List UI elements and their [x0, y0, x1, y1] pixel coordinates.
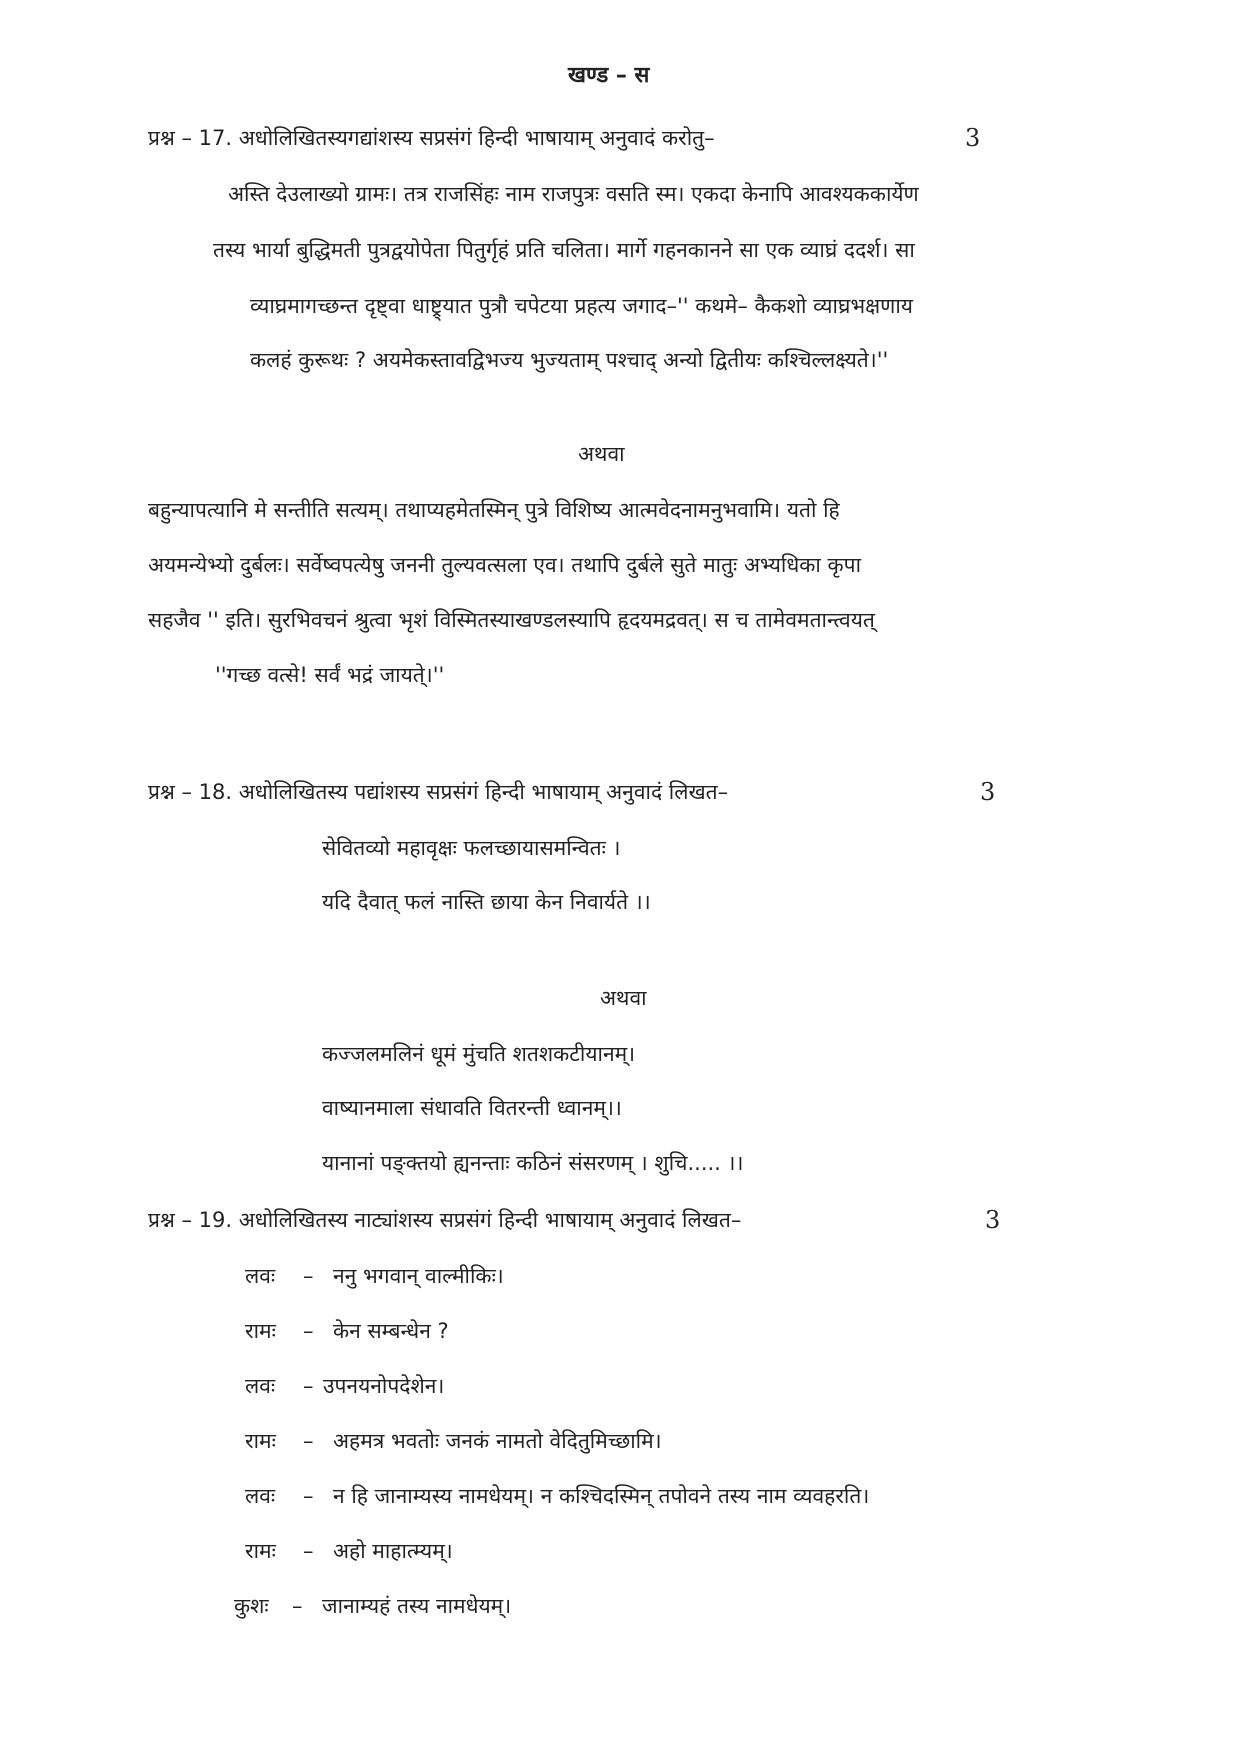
q18-or: अथवा: [600, 986, 647, 1010]
q18-heading: [148, 778, 728, 806]
dialogue-speaker: कुशः: [234, 1594, 269, 1618]
dialogue-dash: –: [303, 1539, 314, 1563]
dialogue-line: [234, 1592, 511, 1620]
dialogue-speaker: लवः: [245, 1484, 276, 1508]
q17-instruction: अधोलिखितस्यगद्यांशस्य सप्रसंगं हिन्दी भाषायाम् अनुवादं करोतु–: [238, 126, 715, 150]
dialogue-text: अहो माहात्म्यम्।: [333, 1539, 453, 1563]
dialogue-dash: –: [303, 1484, 314, 1508]
q17-alt-line: अयमन्येभ्यो दुर्बलः। सर्वेष्वपत्येषु जननी तुल्यवत्सला एव। तथापि दुर्बले सुते मातुः अभ्यधिका कृपा: [148, 553, 862, 577]
dialogue-text: ननु भगवान् वाल्मीकिः।: [333, 1264, 504, 1288]
dialogue-line: [245, 1372, 444, 1400]
q19-heading: [148, 1206, 741, 1234]
q17-alt-line: ''गच्छ वत्से! सर्वं भद्रं जायते्।'': [215, 663, 445, 687]
dialogue-text: न हि जानाम्यस्य नामधेयम्। न कश्चिदस्मिन् तपोवने तस्य नाम व्यवहरति।: [333, 1484, 870, 1508]
dialogue-line: [245, 1317, 449, 1345]
q17-alt-line: सहजैव '' इति। सुरभिवचनं श्रुत्वा भृशं विस्मितस्याखण्डलस्यापि हृदयमद्रवत्। स च तामेवमतान्त्वयत्: [148, 608, 875, 632]
q18-alt-line: वाष्यानमाला संधावति वितरन्ती ध्वानम्।।: [322, 1096, 622, 1120]
q17-label: प्रश्न – 17.: [148, 126, 233, 150]
dialogue-dash: –: [303, 1319, 314, 1343]
dialogue-dash: –: [303, 1429, 314, 1453]
section-title: खण्ड – स: [568, 63, 650, 88]
dialogue-dash: –: [303, 1264, 314, 1288]
dialogue-dash: –: [303, 1374, 314, 1398]
dialogue-line: [245, 1262, 504, 1290]
dialogue-speaker: लवः: [245, 1264, 276, 1288]
q18-alt-line: यानानां पङ्क्तयो ह्यनन्ताः कठिनं संसरणम् । शुचि..... ।।: [322, 1151, 744, 1175]
dialogue-dash: –: [292, 1594, 303, 1618]
q17-alt-line: बहुन्यापत्यानि मे सन्तीति सत्यम्। तथाप्यहमेतस्मिन् पुत्रे विशिष्य आत्मवेदनामनुभवामि। यतो हि: [148, 498, 840, 522]
q19-label: प्रश्न – 19.: [148, 1208, 233, 1232]
dialogue-line: [245, 1427, 662, 1455]
dialogue-text: केन सम्बन्धेन ?: [333, 1319, 449, 1343]
q18-marks: 3: [980, 778, 996, 806]
dialogue-speaker: रामः: [245, 1429, 276, 1453]
q19-marks: 3: [985, 1206, 1001, 1234]
dialogue-line: [245, 1537, 453, 1565]
dialogue-text: उपनयनोपदेशेन।: [323, 1374, 445, 1398]
dialogue-text: अहमत्र भवतोः जनकं नामतो वेदितुमिच्छामि।: [333, 1429, 662, 1453]
q18-alt-line: कज्जलमलिनं धूमं मुंचति शतशकटीयानम्।: [322, 1042, 636, 1066]
dialogue-speaker: रामः: [245, 1319, 276, 1343]
q18-instruction: अधोलिखितस्य पद्यांशस्य सप्रसंगं हिन्दी भाषायाम् अनुवादं लिखत–: [238, 780, 729, 804]
q18-verse-line: सेवितव्यो महावृक्षः फलच्छायासमन्वितः ।: [322, 836, 621, 860]
q18-label: प्रश्न – 18.: [148, 780, 233, 804]
dialogue-text: जानाम्यहं तस्य नामधेयम्।: [322, 1594, 512, 1618]
q17-or: अथवा: [578, 442, 625, 466]
q19-instruction: अधोलिखितस्य नाट्यांशस्य सप्रसंगं हिन्दी भाषायाम् अनुवादं लिखत–: [238, 1208, 742, 1232]
q18-verse-line: यदि दैवात् फलं नास्ति छाया केन निवार्यते ।।: [322, 890, 651, 914]
q17-marks: 3: [965, 124, 981, 152]
q17-passage-line: व्याघ्रमागच्छन्त दृष्ट्वा धाष्ट्र्यात पुत्रौ चपेटया प्रहत्य जगाद–'' कथमे– कैकशो व्याघ्रभक्षणाय: [250, 294, 913, 318]
q17-heading: [148, 124, 715, 152]
dialogue-speaker: लवः: [245, 1374, 276, 1398]
q17-passage-line: अस्ति देउलाख्यो ग्रामः। तत्र राजसिंहः नाम राजपुत्रः वसति स्म। एकदा केनापि आवश्यककार्येण: [228, 182, 919, 206]
q17-passage-line: कलहं कुरूथः ? अयमेकस्तावद्विभज्य भुज्यताम् पश्चाद् अन्यो द्वितीयः कश्चिल्लक्ष्यते।'': [250, 348, 889, 372]
dialogue-line: [245, 1482, 869, 1510]
q17-passage-line: तस्य भार्या बुद्धिमती पुत्रद्वयोपेता पितुर्गृहं प्रति चलिता। मार्गे गहनकानने सा एक व्याघ्रं ददर्श। सा: [213, 238, 915, 262]
dialogue-speaker: रामः: [245, 1539, 276, 1563]
